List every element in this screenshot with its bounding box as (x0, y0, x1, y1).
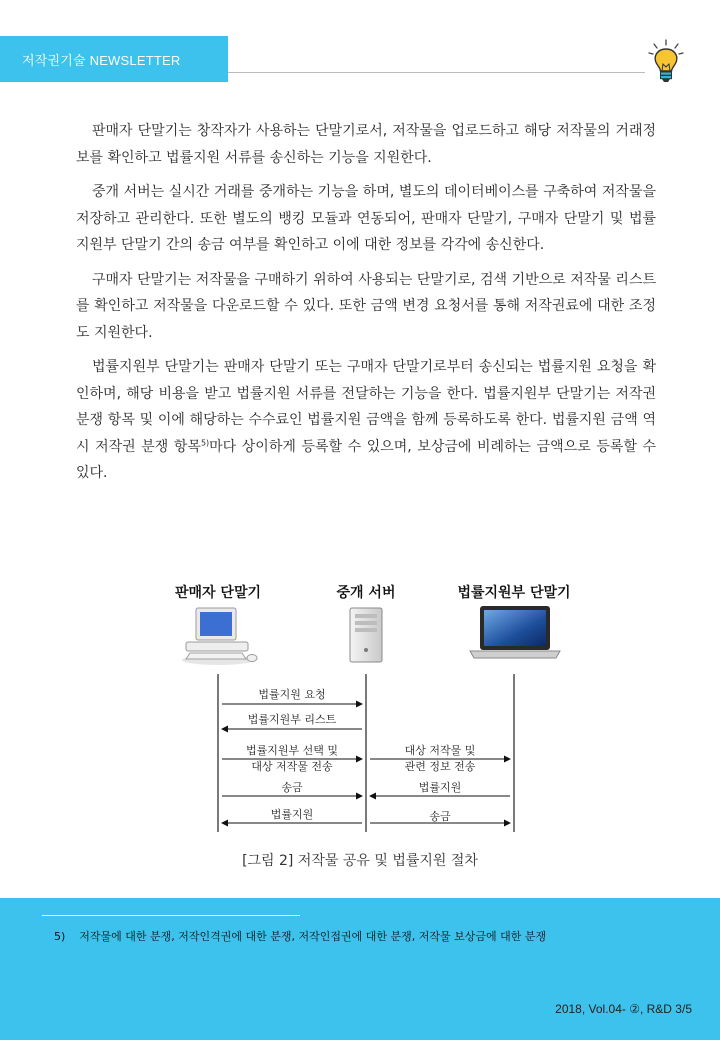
message-legal-dept-list: 법률지원부 리스트 (247, 713, 337, 726)
message-target-work-a: 대상 저작물 및 (404, 744, 476, 757)
server-icon (350, 608, 382, 662)
newsletter-header (0, 36, 228, 82)
desktop-computer-icon (182, 608, 257, 665)
footer-band (0, 898, 720, 1040)
message-target-work-b: 관련 정보 전송 (404, 760, 476, 773)
laptop-icon (470, 606, 560, 658)
message-legal-support-to-server: 법률지원 (418, 781, 462, 794)
article-body (76, 118, 656, 495)
paragraph-2: 중개 서버는 실시간 거래를 중개하는 기능을 하며, 별도의 데이터베이스를 구축하여 저작물을 저장하고 관리한다. 또한 별도의 뱅킹 모듈과 연동되어, 판매자 단말기, 구매자 단말기 및 법률지원부 단말기 간의 송금 여부를 확인하고 이에 대한 정보를 각각에 송신한다. (76, 184, 656, 253)
footnote-number: 5) (54, 930, 66, 943)
footnote-ref[interactable]: 5) (200, 437, 210, 447)
diagram-graphics (160, 578, 580, 848)
column-broker-server: 중개 서버 (336, 585, 396, 601)
message-remittance-to-server: 송금 (281, 781, 303, 794)
message-select-and-send-b: 대상 저작물 전송 (251, 760, 333, 773)
paragraph-4-text-end: 마다 상이하게 등록할 수 있으며, 보상금에 비례하는 금액으로 등록할 수 있다. (76, 438, 657, 481)
column-seller-terminal: 판매자 단말기 (174, 585, 262, 601)
footnote-divider (42, 915, 300, 916)
message-select-and-send-a: 법률지원부 선택 및 (245, 744, 339, 757)
paragraph-4-text: 법률지원부 단말기는 판매자 단말기 또는 구매자 단말기로부터 송신되는 법률지원 요청을 확인하며, 해당 비용을 받고 법률지원 서류를 전달하는 기능을 한다. 법률지원부 단말기는 저작권 분쟁 항목 및 이에 해당하는 수수료인 법률지원 금액을 함께 등록하도록 한다. 법률지원 금액 역시 저작권 분쟁 항목 (76, 359, 656, 455)
figure-caption: [그림 2] 저작물 공유 및 법률지원 절차 (242, 853, 478, 869)
paragraph-4 (76, 354, 656, 487)
page-info: 2018, Vol.04- ②, R&D 3/5 (555, 1002, 692, 1016)
message-legal-request: 법률지원 요청 (258, 688, 326, 701)
footnote (54, 928, 546, 944)
paragraph-1: 판매자 단말기는 창작자가 사용하는 단말기로서, 저작물을 업로드하고 해당 저작물의 거래정보를 확인하고 법률지원 서류를 송신하는 기능을 지원한다. (76, 123, 656, 166)
paragraph-3: 구매자 단말기는 저작물을 구매하기 위하여 사용되는 단말기로, 검색 기반으로 저작물 리스트를 확인하고 저작물을 다운로드할 수 있다. 또한 금액 변경 요청서를 통해 저작권료에 대한 조정도 지원한다. (76, 271, 656, 341)
lightbulb-icon (646, 38, 686, 86)
message-remittance-to-legal: 송금 (429, 810, 451, 823)
column-legal-terminal: 법률지원부 단말기 (457, 585, 571, 601)
header-divider (228, 72, 645, 73)
footnote-text: 저작물에 대한 분쟁, 저작인격권에 대한 분쟁, 저작인접권에 대한 분쟁, 저작물 보상금에 대한 분쟁 (79, 930, 547, 943)
header-title: 저작권기술 NEWSLETTER (22, 52, 181, 68)
procedure-diagram (160, 578, 580, 848)
message-legal-support-to-seller: 법률지원 (270, 808, 314, 821)
